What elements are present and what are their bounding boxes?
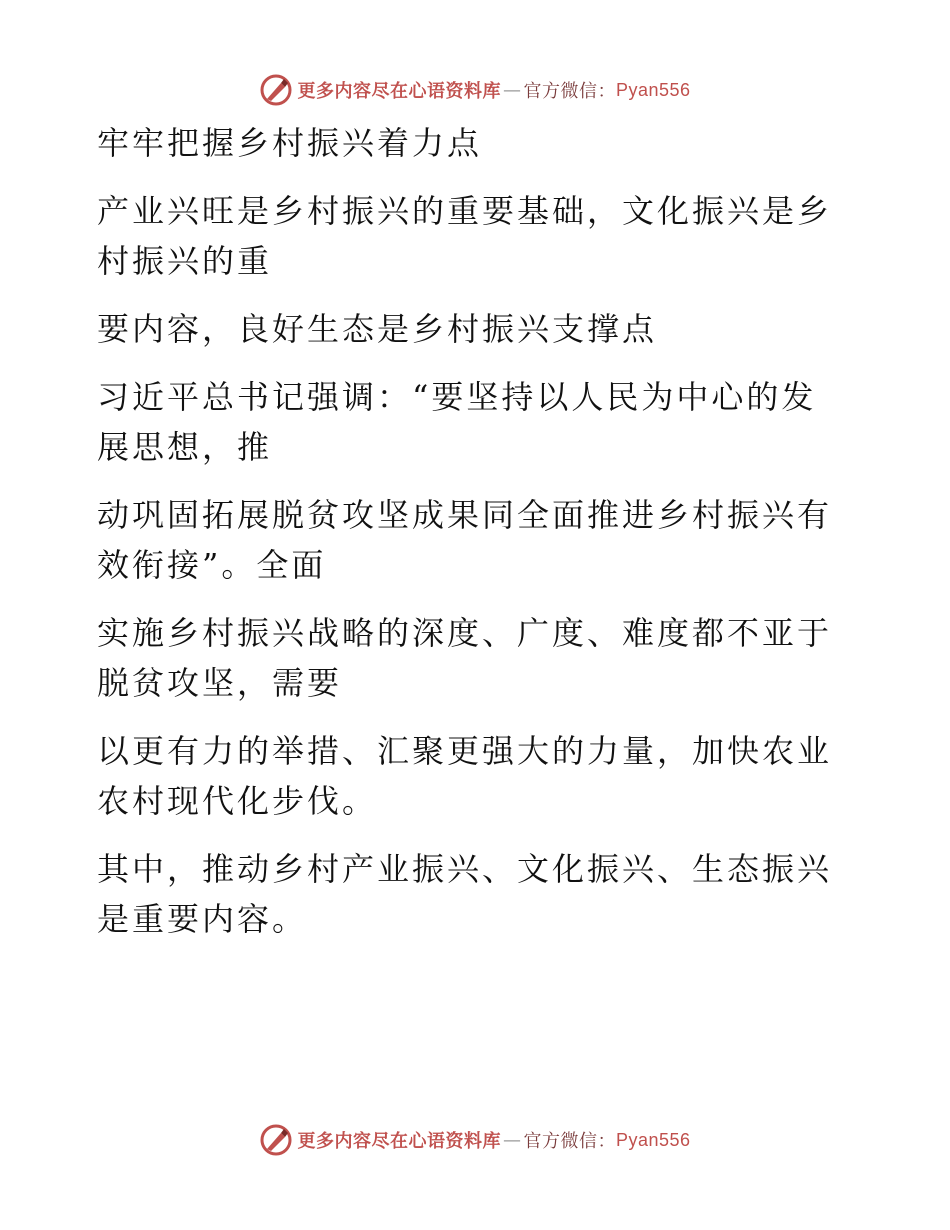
paragraph: 动巩固拓展脱贫攻坚成果同全面推进乡村振兴有效衔接”。全面 <box>97 496 833 584</box>
banner-wechat-id: Pyan556 <box>615 1129 691 1150</box>
paragraph: 其中，推动乡村产业振兴、文化振兴、生态振兴是重要内容。 <box>97 850 833 938</box>
banner-brand: 更多内容尽在心语资料库 <box>297 81 501 102</box>
paragraph: 实施乡村振兴战略的深度、广度、难度都不亚于脱贫攻坚，需要 <box>97 614 833 702</box>
footer-banner <box>0 1120 950 1160</box>
banner-separator: — <box>502 79 522 101</box>
paragraph: 牢牢把握乡村振兴着力点 <box>97 124 483 162</box>
paragraph: 习近平总书记强调：“要坚持以人民为中心的发展思想，推 <box>97 378 817 466</box>
paragraph: 产业兴旺是乡村振兴的重要基础，文化振兴是乡村振兴的重 <box>97 192 833 280</box>
header-banner <box>0 70 950 110</box>
document-body <box>97 118 837 962</box>
paragraph: 以更有力的举措、汇聚更强大的力量，加快农业农村现代化步伐。 <box>97 732 833 820</box>
banner-wechat-id: Pyan556 <box>615 79 691 100</box>
pen-logo-icon <box>259 1123 293 1157</box>
banner-separator: — <box>502 1129 522 1151</box>
pen-logo-icon <box>259 73 293 107</box>
banner-wechat-label: 官方微信： <box>523 1131 616 1152</box>
banner-brand: 更多内容尽在心语资料库 <box>297 1131 501 1152</box>
paragraph: 要内容，良好生态是乡村振兴支撑点 <box>97 310 658 348</box>
banner-wechat-label: 官方微信： <box>523 81 616 102</box>
